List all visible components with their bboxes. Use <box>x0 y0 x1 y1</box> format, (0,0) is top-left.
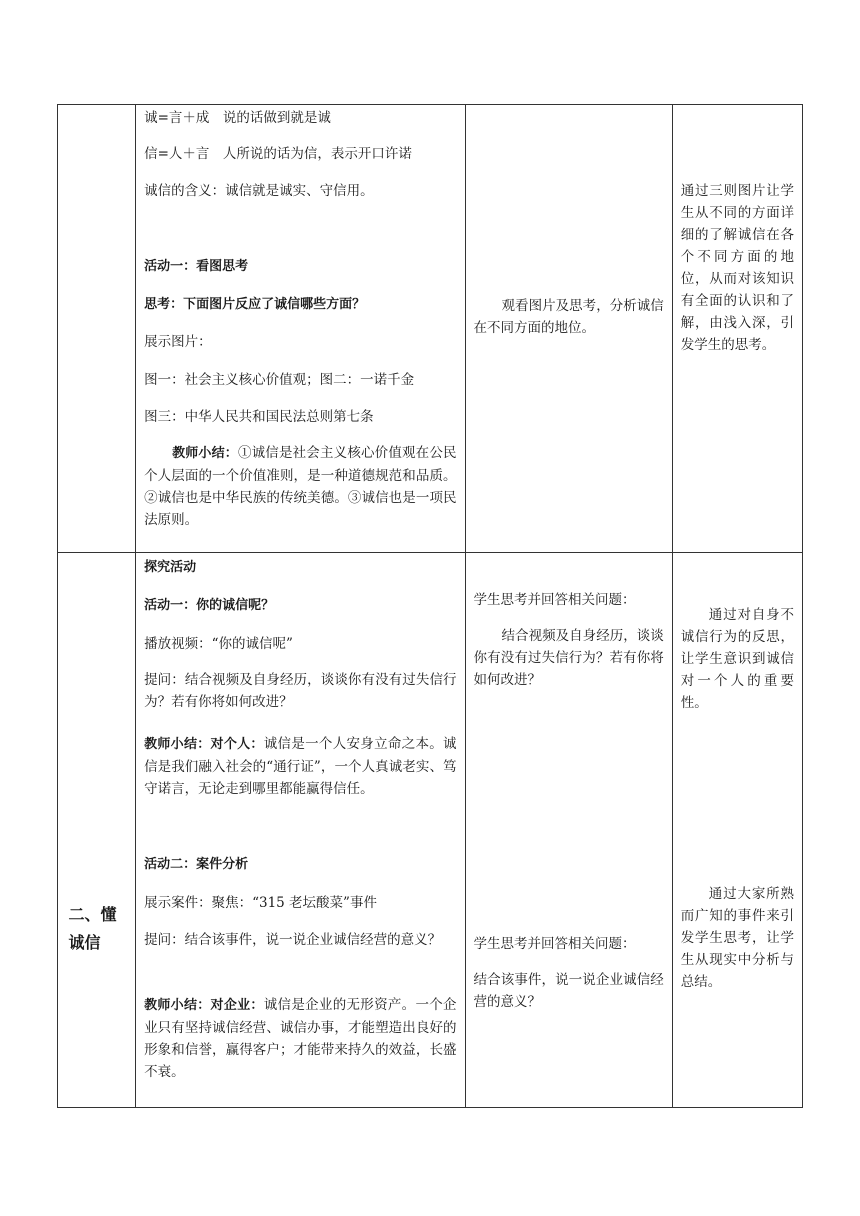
student-intro-one: 学生思考并回答相关问题： <box>473 592 636 608</box>
section-cell <box>58 553 136 1108</box>
content-cell <box>136 553 465 1108</box>
summary-label: 教师小结：对企业： <box>144 998 264 1013</box>
student-answer-one: 结合视频及自身经历，谈谈你有没有过失信行为？若有你将如何改进？ <box>473 628 664 688</box>
activity-one-title: 活动一：你的诚信呢？ <box>144 598 275 613</box>
char-analysis-cheng: 诚=言＋成 说的话做到就是诚 <box>144 110 331 126</box>
summary-text: 诚信是一个人安身立命之本。诚信是我们融入社会的“通行证”，一个人真诚老实、笃守诺言，无论走到哪里都能赢得信任。 <box>144 736 457 797</box>
design-intent: 通过三则图片让学生从不同的方面详细的了解诚信在各个不同方面的地位，从而对该知识有全面的认识和了解，由浅入深，引发学生的思考。 <box>680 183 794 353</box>
table-row <box>58 105 803 553</box>
activity-two-title: 活动二：案件分析 <box>144 857 249 872</box>
teacher-summary-individual <box>144 733 456 800</box>
teacher-summary-enterprise <box>144 994 456 1083</box>
lesson-plan-table <box>57 104 803 1108</box>
content-cell <box>136 105 465 553</box>
summary-label: 教师小结： <box>172 446 238 461</box>
pictures-one-two: 图一：社会主义核心价值观；图二：一诺千金 <box>144 372 415 388</box>
picture-three: 图三：中华人民共和国民法总则第七条 <box>144 409 374 425</box>
student-cell <box>465 553 672 1108</box>
section-title-text: 二、懂诚信 <box>68 905 117 952</box>
intent-cell <box>672 105 802 553</box>
question-one: 提问：结合视频及自身经历，谈谈你有没有过失信行为？若有你将如何改进？ <box>144 672 457 710</box>
table-row <box>58 553 803 1108</box>
integrity-definition: 诚信的含义：诚信就是诚实、守信用。 <box>144 183 374 199</box>
summary-label: 教师小结：对个人： <box>144 737 264 752</box>
play-video: 播放视频：“你的诚信呢” <box>144 636 293 652</box>
activity-title: 活动一：看图思考 <box>144 259 249 274</box>
question-two: 提问：结合该事件，说一说企业诚信经营的意义？ <box>144 932 442 948</box>
summary-text: 诚信是企业的无形资产。一个企业只有坚持诚信经营、诚信办事，才能塑造出良好的形象和信誉，赢得客户；才能带来持久的效益，长盛不衰。 <box>144 997 457 1080</box>
show-pictures-label: 展示图片： <box>144 334 212 350</box>
student-activity: 观看图片及思考，分析诚信在不同方面的地位。 <box>473 298 664 336</box>
char-analysis-xin: 信=人＋言 人所说的话为信，表示开口许诺 <box>144 146 412 162</box>
section-title <box>58 901 135 957</box>
student-answer-two: 结合该事件，说一说企业诚信经营的意义？ <box>473 972 664 1010</box>
student-intro-two: 学生思考并回答相关问题： <box>473 936 636 952</box>
design-intent-two: 通过大家所熟而广知的事件来引发学生思考，让学生从现实中分析与总结。 <box>680 886 794 990</box>
teacher-summary <box>144 442 456 531</box>
student-cell <box>465 105 672 553</box>
summary-text: ①诚信是社会主义核心价值观在公民个人层面的一个价值准则，是一种道德规范和品质。②诚信也是中华民族的传统美德。③诚信也是一项民法原则。 <box>144 445 457 528</box>
explore-heading: 探究活动 <box>144 560 197 575</box>
intent-cell <box>672 553 802 1108</box>
activity-question: 思考：下面图片反应了诚信哪些方面？ <box>144 297 366 312</box>
design-intent-one: 通过对自身不诚信行为的反思，让学生意识到诚信对一个人的重要性。 <box>680 607 794 711</box>
section-cell <box>58 105 136 553</box>
show-case: 展示案件：聚焦：“315 老坛酸菜”事件 <box>144 895 377 911</box>
